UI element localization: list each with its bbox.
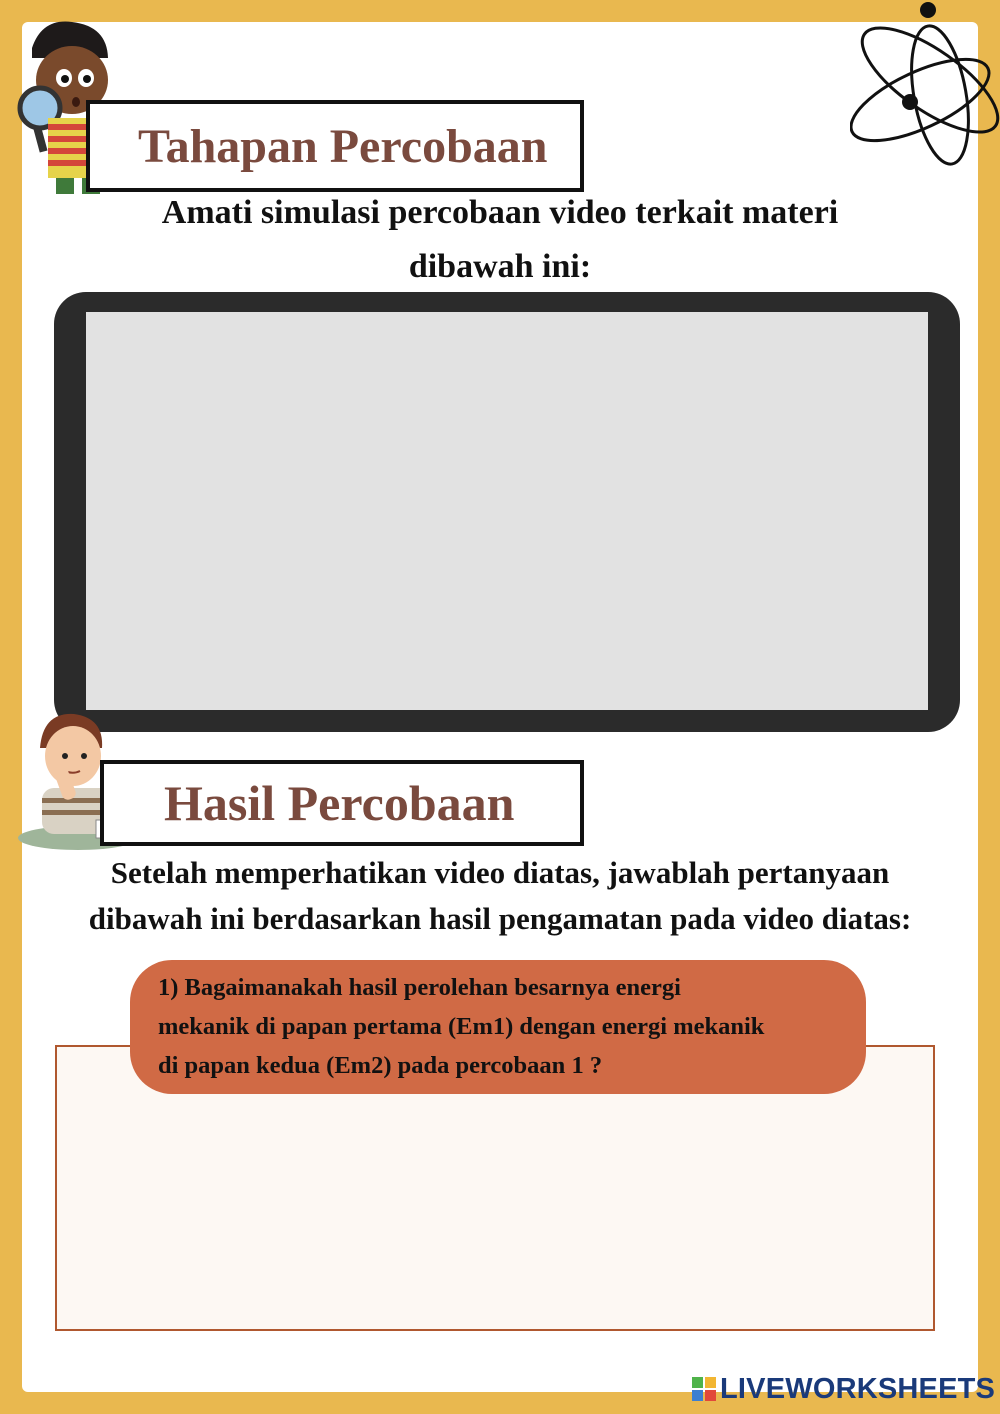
instruction-text [60,186,940,294]
instruction-line: Setelah memperhatikan video diatas, jawablah pertanyaan [110,855,890,890]
section-title-hasil: Hasil Percobaan [100,760,584,846]
video-player-frame [54,292,960,732]
atom-icon [850,0,1000,170]
instruction-line: dibawah ini berdasarkan hasil pengamatan pada video diatas: [88,901,912,936]
instruction-line: dibawah ini: [408,248,592,285]
brand-text: LIVEWORKSHEETS [720,1372,996,1405]
question-line: di papan kedua (Em2) pada percobaan 1 ? [158,1052,603,1079]
section-title-tahapan: Tahapan Percobaan [86,100,584,192]
liveworksheets-brand [692,1374,995,1404]
question-line: 1) Bagaimanakah hasil perolehan besarnya energi [158,974,681,1001]
question-bubble [130,960,866,1094]
instruction-line: Amati simulasi percobaan video terkait materi [161,194,839,231]
video-player-screen[interactable] [86,312,928,710]
instruction-text [60,850,940,942]
question-line: mekanik di papan pertama (Em1) dengan energi mekanik [158,1013,765,1040]
liveworksheets-logo-icon [692,1377,716,1401]
